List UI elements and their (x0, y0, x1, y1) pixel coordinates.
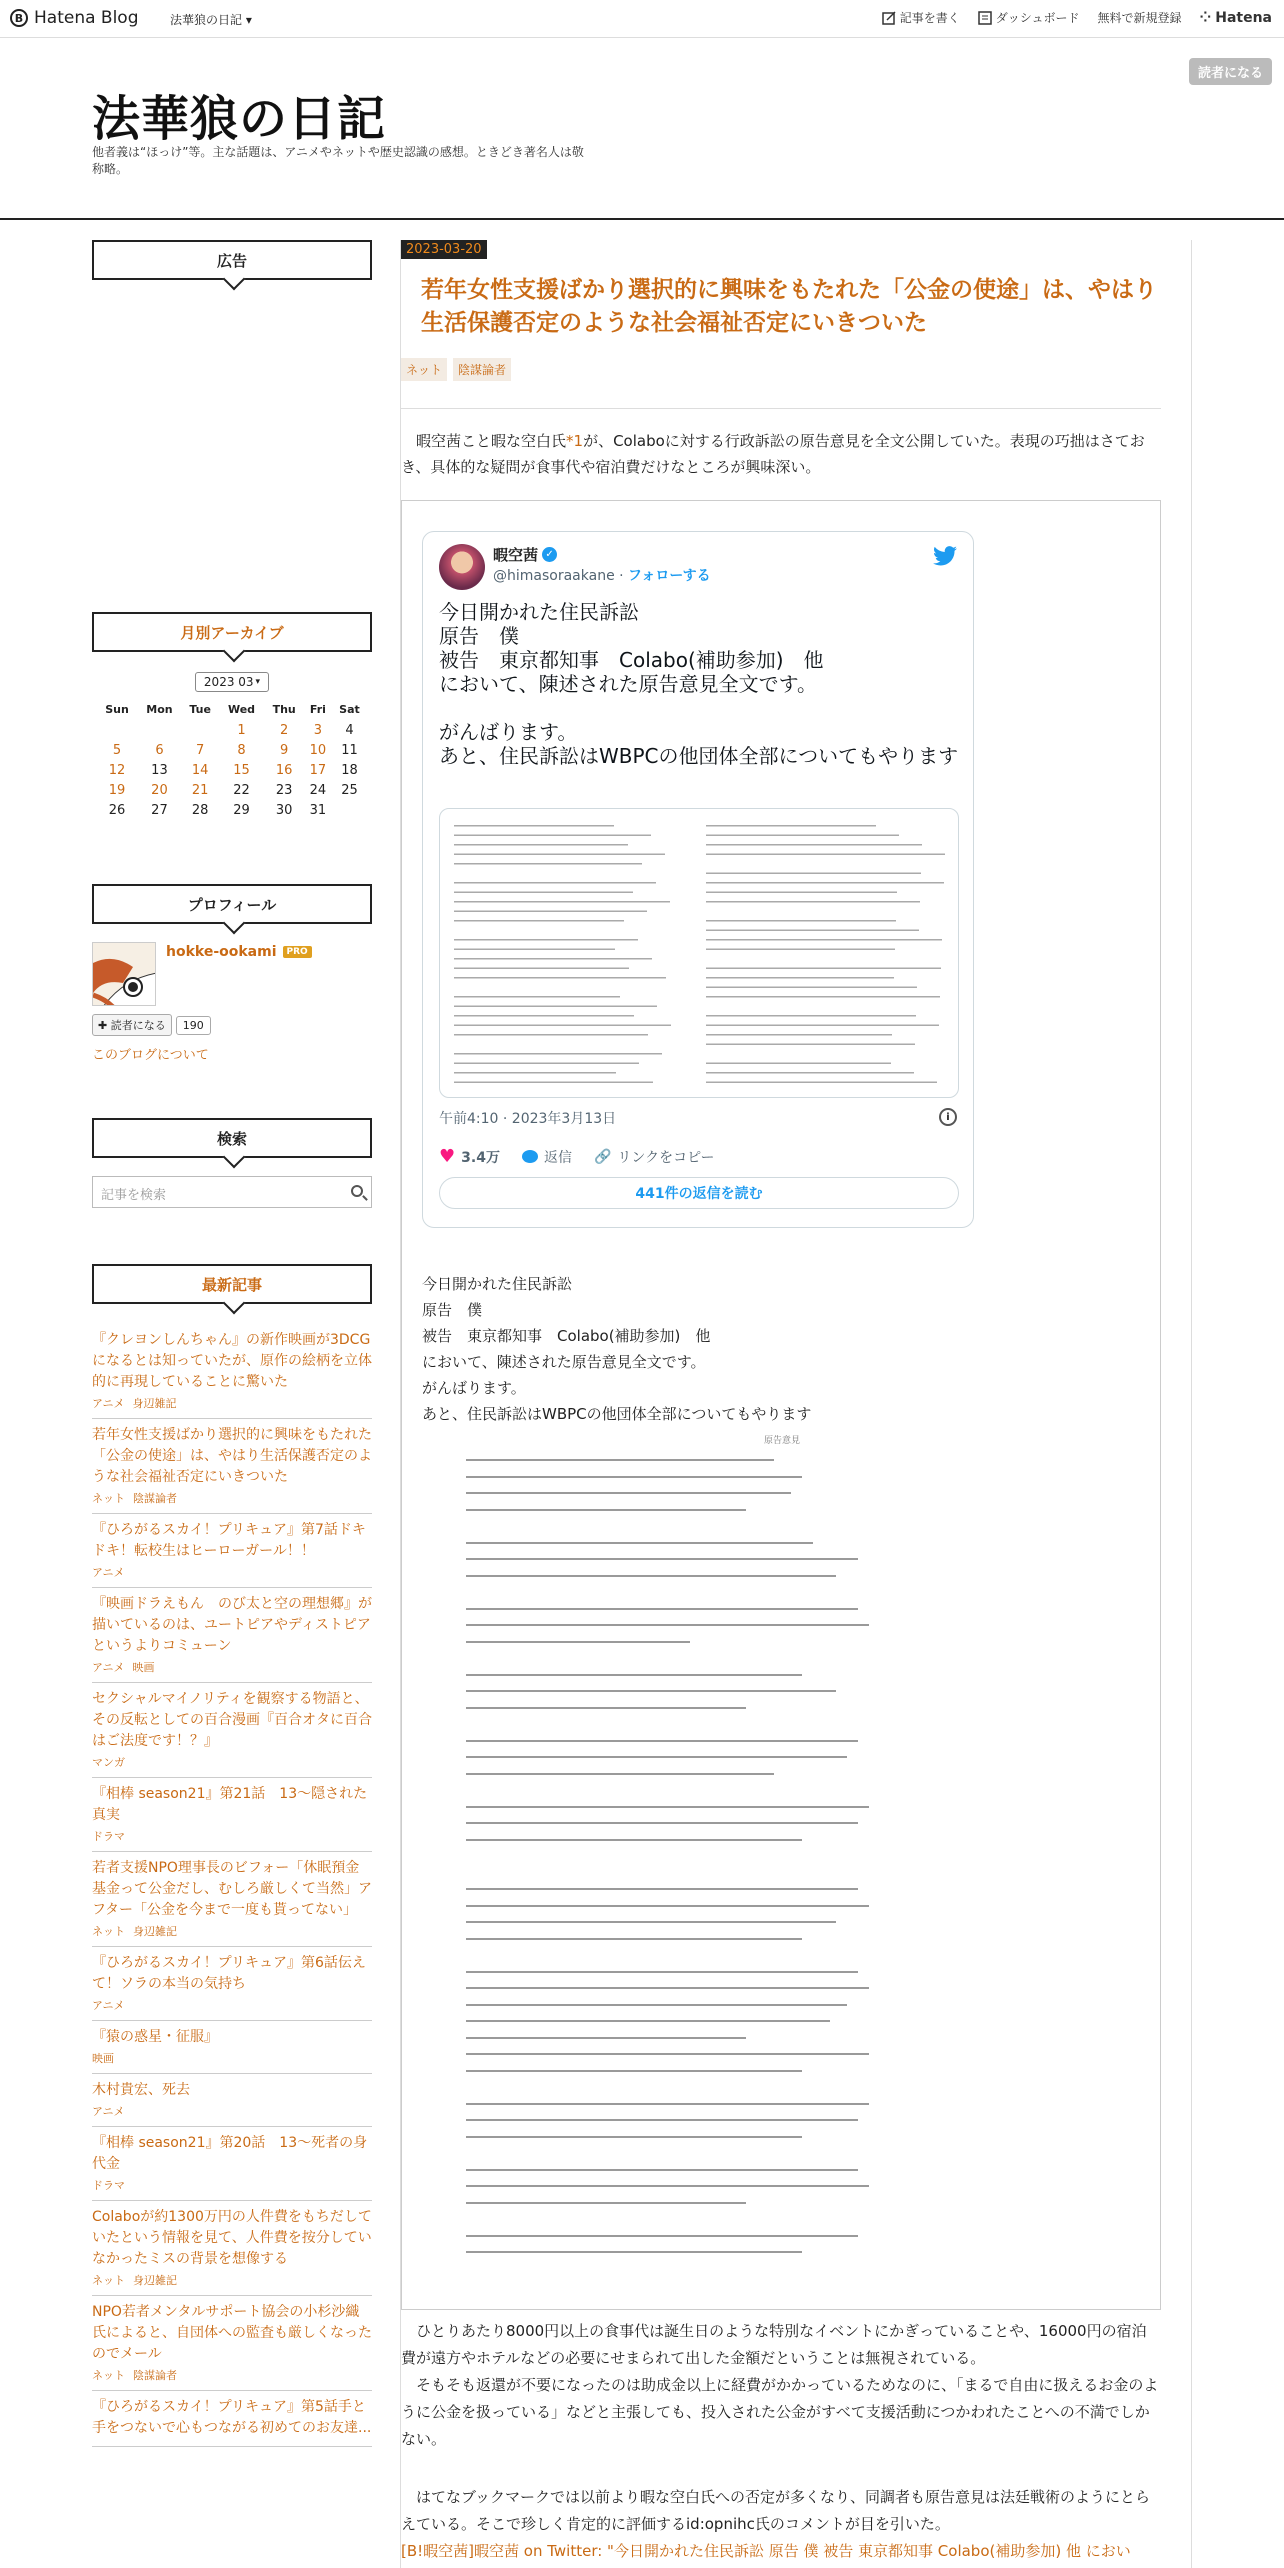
about-blog-link[interactable]: このブログについて (92, 1048, 209, 1063)
calendar-day: 26 (108, 802, 126, 818)
recent-entry-title[interactable]: 『相棒 season21』第20話 13～死者の身代金 (92, 2135, 368, 2172)
calendar-day: 31 (309, 802, 327, 818)
document-text-line (466, 1624, 869, 1626)
document-text-line (454, 835, 651, 837)
document-text-line (466, 1558, 858, 1560)
calendar-day: 24 (309, 782, 327, 798)
info-icon[interactable]: i (939, 1108, 957, 1126)
calendar-day: 30 (275, 802, 293, 818)
doc-title: 原告意見 (763, 1436, 800, 1446)
archive-calendar (97, 698, 367, 820)
calendar-day (332, 800, 367, 820)
document-text-line (706, 892, 897, 894)
recent-entry[interactable] (92, 2391, 372, 2447)
document-text-line (454, 968, 629, 970)
calendar-day[interactable]: 20 (151, 782, 168, 798)
search-icon[interactable] (351, 1185, 363, 1197)
plaintiff-statement-image[interactable] (422, 1433, 1142, 2293)
category-link[interactable]: 陰謀論者 (133, 2369, 177, 2382)
calendar-day: 27 (151, 802, 168, 818)
category-link[interactable]: 身辺雑記 (133, 2274, 177, 2287)
recent-entry-categories (92, 2367, 372, 2383)
dashboard-button[interactable]: ダッシュボード (978, 9, 1080, 26)
recent-entry[interactable] (92, 1419, 372, 1514)
follow-button[interactable]: ✚ 読者になる (92, 1014, 172, 1036)
document-text-line (466, 2103, 869, 2105)
document-text-line (466, 1888, 858, 1890)
document-text-line (466, 2070, 802, 2072)
profile-module (92, 884, 372, 1063)
subscribe-button[interactable]: 読者になる (1189, 58, 1272, 85)
archive-select[interactable]: 2023 03 ▾ (195, 672, 269, 692)
document-text-line (706, 930, 919, 932)
body-paragraph-1: ひとりあたり8000円以上の食事代は誕生日のような特別なイベントにかぎっていることや、16000円の宿泊費が遠方やホテルなどの必要にせまられて出した金額だということは無視されている。 (401, 2322, 1147, 2367)
recent-module (92, 1264, 372, 2447)
calendar-day: 25 (341, 782, 358, 798)
document-text-line (454, 1015, 634, 1017)
document-text-line (706, 901, 920, 903)
document-text-line (466, 1608, 858, 1610)
document-text-line (706, 1072, 914, 1074)
hatena-menu[interactable]: ⁘ Hatena (1199, 9, 1272, 26)
document-text-line (454, 882, 656, 884)
twitter-bird-icon[interactable] (933, 546, 957, 566)
document-text-line (454, 844, 628, 846)
recent-list (92, 1324, 372, 2447)
document-text-line (454, 958, 652, 960)
body-paragraph-3: はてなブックマークでは以前より暇な空白氏への否定が多くなり、同調者も原告意見は法廷戦術のようにとらえている。そこで珍しく肯定的に評価するid:opnihc氏のコメントが目を引いた。 (401, 2488, 1150, 2533)
document-text-line (466, 1690, 836, 1692)
document-text-line (466, 1509, 746, 1511)
divider (401, 408, 1161, 409)
category-link[interactable]: アニメ (92, 2105, 125, 2118)
category-link[interactable]: 身辺雑記 (133, 1925, 177, 1938)
category-link[interactable]: ネット (92, 1925, 125, 1938)
recent-entry-title[interactable]: セクシャルマイノリティを観察する物語と、その反転としての百合漫画『百合オタに百合はご法度です！？』 (92, 1691, 372, 1749)
tweet-handle: @himasoraakane · フォローする (493, 568, 711, 584)
document-text-line (706, 949, 895, 951)
search-input[interactable]: 記事を検索 (92, 1176, 372, 1208)
recent-entry-categories (92, 1490, 372, 1506)
document-text-line (706, 844, 922, 846)
tweet-image[interactable] (439, 808, 959, 1098)
hatena-dots-icon: ⁘ (1199, 9, 1212, 26)
document-text-line (466, 1740, 858, 1742)
document-text-line (454, 1006, 657, 1008)
profile-name[interactable]: hokke-ookami PRO (166, 944, 312, 960)
like-button[interactable]: ♥ 3.4万 (439, 1146, 500, 1167)
dashboard-icon (978, 11, 992, 25)
fox-avatar-icon (93, 943, 156, 1006)
recent-entry[interactable] (92, 1514, 372, 1588)
body-paragraphs (401, 2318, 1161, 2453)
embed-box (401, 500, 1161, 2310)
intro-paragraph: 暇空茜こと暇な空白氏*1が、Colaboに対する行政訴訟の原告意見を全文公開していた。表現の巧拙はさておき、具体的な疑問が食事代や宿泊費だけなところが興味深い。 (401, 432, 1145, 476)
recent-entry[interactable] (92, 1852, 372, 1947)
document-text-line (466, 1921, 836, 1923)
document-text-line (454, 1025, 671, 1027)
category-link[interactable]: 映画 (92, 2052, 114, 2065)
recent-entry-title[interactable]: Colaboが約1300万円の人件費をもちだしていたという情報を見て、人件費を按分していなかったミスの背景を想像する (92, 2209, 372, 2267)
recent-entry[interactable] (92, 2074, 372, 2127)
calendar-day[interactable]: 14 (191, 762, 209, 778)
document-text-line (466, 1938, 802, 1940)
document-text-line (706, 825, 876, 827)
document-text-line (466, 2136, 802, 2138)
document-text-line (454, 996, 620, 998)
footnote-link[interactable]: *1 (566, 432, 584, 450)
document-text-line (706, 987, 917, 989)
recent-entry[interactable] (92, 2021, 372, 2074)
calendar-day[interactable]: 19 (108, 782, 126, 798)
document-text-line (466, 2119, 858, 2121)
recent-entry-title[interactable]: 『映画ドラえもん のび太と空の理想郷』が描いているのは、ユートピアやディストピアというよりコミューン (92, 1596, 372, 1654)
recent-entry-categories (92, 2177, 372, 2193)
reply-icon (522, 1150, 538, 1163)
calendar-weekday: Mon (146, 702, 173, 716)
verified-badge-icon: ✓ (542, 547, 557, 562)
entry-category-tag[interactable]: ネット (401, 358, 447, 381)
calendar-day: 4 (345, 722, 354, 738)
category-link[interactable]: ドラマ (92, 1830, 125, 1843)
calendar-day: 22 (233, 782, 250, 798)
entry-title[interactable]: 若年女性支援ばかり選択的に興味をもたれた「公金の使途」は、やはり生活保護否定のような社会福祉否定にいきついた (421, 277, 1157, 336)
document-text-line (706, 977, 894, 979)
recent-entry-categories (92, 1395, 372, 1411)
document-text-line (706, 1034, 892, 1036)
global-header (0, 0, 1284, 38)
reply-button[interactable]: 返信 (522, 1147, 572, 1167)
tweet-timestamp[interactable]: 午前4:10 · 2023年3月13日 (439, 1111, 617, 1127)
calendar-day: 13 (151, 762, 168, 778)
ad-module (92, 240, 372, 280)
pencil-icon (882, 11, 896, 25)
document-text-line (706, 996, 940, 998)
document-text-line (466, 2053, 869, 2055)
calendar-day (137, 720, 182, 740)
document-text-line (454, 949, 615, 951)
calendar-day (97, 720, 137, 740)
recent-entry-categories (92, 1659, 372, 1675)
document-text-line (466, 2004, 847, 2006)
document-text-line (706, 968, 941, 970)
blog-description: 他者義は“ほっけ”等。主な話題は、アニメやネットや歴史認識の感想。ときどき著名人は敬称略。 (92, 145, 584, 176)
document-text-line (706, 1025, 939, 1027)
document-text-line (466, 1822, 858, 1824)
category-link[interactable]: 映画 (132, 1661, 155, 1674)
document-text-line (466, 1492, 791, 1494)
calendar-day: 11 (341, 742, 358, 758)
calendar-day[interactable]: 12 (108, 762, 126, 778)
document-text-line (706, 873, 921, 875)
entry-categories (401, 358, 511, 381)
recent-entry-categories (92, 1828, 372, 1844)
entry-date[interactable]: 2023-03-20 (401, 240, 487, 259)
document-text-line (466, 2020, 830, 2022)
category-link[interactable]: アニメ (92, 1397, 125, 1410)
document-text-line (466, 2185, 869, 2187)
category-link[interactable]: 身辺雑記 (132, 1397, 177, 1410)
calendar-day (182, 720, 219, 740)
tweet-plain-text: 今日開かれた住民訴訟 原告 僕 被告 東京都知事 Colabo(補助参加) 他 において、陳述された原告意見全文です。 がんばります。 あと、住民訴訟はWBPCの他団体全部についてもやります (422, 1275, 812, 1423)
category-link[interactable]: アニメ (92, 1661, 125, 1674)
document-text-line (706, 920, 896, 922)
calendar-day[interactable]: 17 (309, 762, 327, 778)
follower-count: 190 (176, 1016, 211, 1035)
document-text-line (454, 825, 614, 827)
category-link[interactable]: アニメ (92, 1999, 125, 2012)
document-text-line (706, 835, 899, 837)
recent-entry-title[interactable]: 若年女性支援ばかり選択的に興味をもたれた「公金の使途」は、やはり生活保護否定のような社会福祉否定にいきついた (92, 1427, 372, 1485)
calendar-weekday: Sun (105, 702, 129, 716)
calendar-day[interactable]: 16 (275, 762, 293, 778)
recent-entry-categories (92, 1754, 372, 1770)
calendar-day: 28 (191, 802, 209, 818)
embedded-tweet[interactable] (422, 531, 974, 1228)
pro-badge: PRO (283, 946, 312, 958)
document-text-line (454, 1034, 648, 1036)
recent-entry[interactable] (92, 1588, 372, 1683)
recent-entry-title[interactable]: NPO若者メンタルサポート協会の小杉沙織氏によると、自団体への監査も厳しくなったのでメール (92, 2304, 372, 2362)
document-text-line (466, 1476, 802, 1478)
calendar-weekday: Sat (339, 702, 360, 716)
document-text-line (454, 920, 624, 922)
calendar-day[interactable]: 10 (309, 742, 327, 758)
document-text-line (454, 1082, 653, 1084)
calendar-day[interactable]: 8 (237, 742, 246, 758)
document-text-line (454, 901, 670, 903)
document-text-line (466, 1987, 869, 1989)
body-paragraph-2: そもそも返還が不要になったのは助成金以上に経費がかかっているためなのに、「まるで自由に扱えるお金のように公金を扱っている」などと主張しても、投入された公金がすべて支援活動につかわれたことへの不満でしかない。 (401, 2376, 1159, 2448)
recent-entry-categories (92, 1997, 372, 2013)
document-text-line (466, 1971, 858, 1973)
document-text-line (706, 1082, 937, 1084)
calendar-weekday: Thu (272, 702, 296, 716)
calendar-weekday: Wed (227, 702, 256, 716)
recent-entry[interactable] (92, 2296, 372, 2391)
document-text-line (466, 1707, 746, 1709)
document-text-line (466, 2251, 802, 2253)
tweet-author-name: 暇空茜 ✓ (493, 544, 711, 565)
document-text-line (466, 1542, 813, 1544)
calendar-day[interactable]: 21 (191, 782, 209, 798)
document-text-line (466, 2169, 858, 2171)
heart-icon: ♥ (439, 1146, 456, 1167)
recent-entry-title[interactable]: 『相棒 season21』第21話 13～隠された真実 (92, 1786, 368, 1823)
archive-title: 月別アーカイブ (92, 612, 372, 652)
calendar-day[interactable]: 2 (280, 722, 289, 738)
calendar-day[interactable]: 5 (112, 742, 122, 758)
category-link[interactable]: ネット (92, 2274, 125, 2287)
category-link[interactable]: マンガ (92, 1756, 125, 1769)
document-text-line (466, 1905, 869, 1907)
profile-avatar[interactable] (92, 942, 156, 1006)
document-text-line (454, 892, 633, 894)
category-link[interactable]: ドラマ (92, 2179, 125, 2192)
hatena-logo-icon: B (10, 9, 28, 27)
document-text-line (706, 1044, 915, 1046)
recent-entry[interactable] (92, 2201, 372, 2296)
blog-header (0, 38, 1284, 220)
recent-entry-title[interactable]: 『ひろがるスカイ！プリキュア』第6話伝えて！ソラの本当の気持ち (92, 1955, 366, 1992)
search-title: 検索 (92, 1118, 372, 1158)
recent-entry[interactable] (92, 1683, 372, 1778)
document-image (440, 809, 959, 1098)
recent-entry-title[interactable]: 『猿の惑星・征服』 (92, 2029, 218, 2045)
document-text-line (454, 854, 665, 856)
copy-link-button[interactable]: 🔗 リンクをコピー (593, 1148, 715, 1166)
recent-entry-title[interactable]: 『ひろがるスカイ！プリキュア』第7話ドキドキ！転校生はヒーローガール！！ (92, 1522, 366, 1559)
calendar-day[interactable]: 3 (313, 722, 323, 738)
calendar-day: 23 (275, 782, 293, 798)
document-text-line (454, 911, 647, 913)
document-text-line (454, 1053, 662, 1055)
read-replies-button[interactable]: 441件の返信を読む (439, 1177, 959, 1209)
ad-title: 広告 (92, 240, 372, 280)
document-text-line (466, 1575, 836, 1577)
tweet-follow-button[interactable]: フォローする (628, 568, 711, 584)
signup-link[interactable]: 無料で新規登録 (1097, 11, 1182, 25)
document-text-line (454, 863, 642, 865)
document-text-line (466, 1756, 847, 1758)
bookmark-link[interactable]: [B!暇空茜]暇空茜 on Twitter: "今日開かれた住民訴訟 原告 僕 被告 東京都知事 Colabo(補助参加) 他 におい (401, 2542, 1131, 2560)
document-text-line (454, 977, 666, 979)
tweet-avatar[interactable] (439, 544, 485, 590)
write-button[interactable]: 記事を書く (882, 9, 960, 26)
archive-module (92, 612, 372, 820)
recent-entry-title[interactable]: 若者支援NPO理事長のビフォー「休眠預金基金って公金だし、むしろ厳しくて当然」アフター「公金を今まで一度も貰ってない」 (92, 1860, 372, 1918)
link-icon: 🔗 (593, 1148, 612, 1165)
entry (400, 240, 1192, 2568)
recent-entry[interactable] (92, 2127, 372, 2201)
calendar-day[interactable]: 6 (155, 742, 164, 758)
calendar-day[interactable]: 15 (233, 762, 250, 778)
tweet-text: 今日開かれた住民訴訟 原告 僕 被告 東京都知事 Colabo(補助参加) 他 において、陳述された原告意見全文です。 がんばります。 あと、住民訴訟はWBPCの他団体全部についてもやります (439, 600, 959, 768)
document-text-line (466, 2235, 858, 2237)
calendar-day[interactable]: 1 (237, 722, 246, 738)
calendar-day: 18 (341, 762, 358, 778)
profile-title: プロフィール (92, 884, 372, 924)
search-module (92, 1118, 372, 1208)
category-link[interactable]: ネット (92, 2369, 125, 2382)
category-link[interactable]: ネット (92, 1492, 125, 1505)
calendar-day[interactable]: 9 (280, 742, 289, 758)
recent-entry-categories (92, 2103, 372, 2119)
calendar-weekday: Tue (189, 702, 211, 716)
blog-title[interactable]: 法華狼の日記 (92, 91, 387, 147)
document-text-line (454, 1072, 616, 1074)
document-text-line (466, 2037, 746, 2039)
document-text-line (706, 854, 945, 856)
recent-entry-title[interactable]: 『ひろがるスカイ！プリキュア』第5話手と手をつないで心もつながる初めてのお友達... (92, 2399, 372, 2436)
recent-entry[interactable] (92, 1947, 372, 2021)
recent-entry-categories (92, 1564, 372, 1580)
document-text-line (466, 1674, 802, 1676)
document-text-line (466, 2202, 746, 2204)
blog-menu[interactable]: 法華狼の日記 ▾ (170, 13, 252, 27)
document-text-line (466, 1641, 690, 1643)
calendar-weekday: Fri (309, 702, 326, 716)
calendar-day: 29 (233, 802, 250, 818)
chevron-down-icon: ▾ (255, 677, 261, 687)
recent-entry-categories (92, 1923, 372, 1939)
document-text-line (466, 1459, 774, 1461)
document-text-line (706, 939, 942, 941)
document-text-line (466, 1773, 774, 1775)
recent-title: 最新記事 (92, 1264, 372, 1304)
recent-entry-categories (92, 2272, 372, 2288)
document-text-line (466, 1806, 869, 1808)
document-text-line (706, 1015, 916, 1017)
document-text-line (706, 1063, 891, 1065)
calendar-day[interactable]: 7 (196, 742, 205, 758)
document-text-line (454, 939, 638, 941)
recent-entry-title[interactable]: 『クレヨンしんちゃん』の新作映画が3DCGになるとは知っていたが、原作の絵柄を立体的に再現していることに驚いた (92, 1332, 372, 1390)
hatena-blog-logo[interactable]: B Hatena Blog (10, 8, 139, 28)
document-text-line (706, 882, 944, 884)
recent-entry[interactable] (92, 1778, 372, 1852)
recent-entry-categories (92, 2050, 372, 2066)
category-link[interactable]: 陰謀論者 (133, 1492, 177, 1505)
recent-entry-title[interactable]: 木村貴宏、死去 (92, 2082, 190, 2098)
document-text-line (466, 1839, 802, 1841)
entry-category-tag[interactable]: 陰謀論者 (453, 358, 511, 381)
body-paragraph-3-wrap (401, 2484, 1161, 2565)
category-link[interactable]: アニメ (92, 1566, 125, 1579)
recent-entry[interactable] (92, 1324, 372, 1419)
document-text-line (454, 1063, 639, 1065)
